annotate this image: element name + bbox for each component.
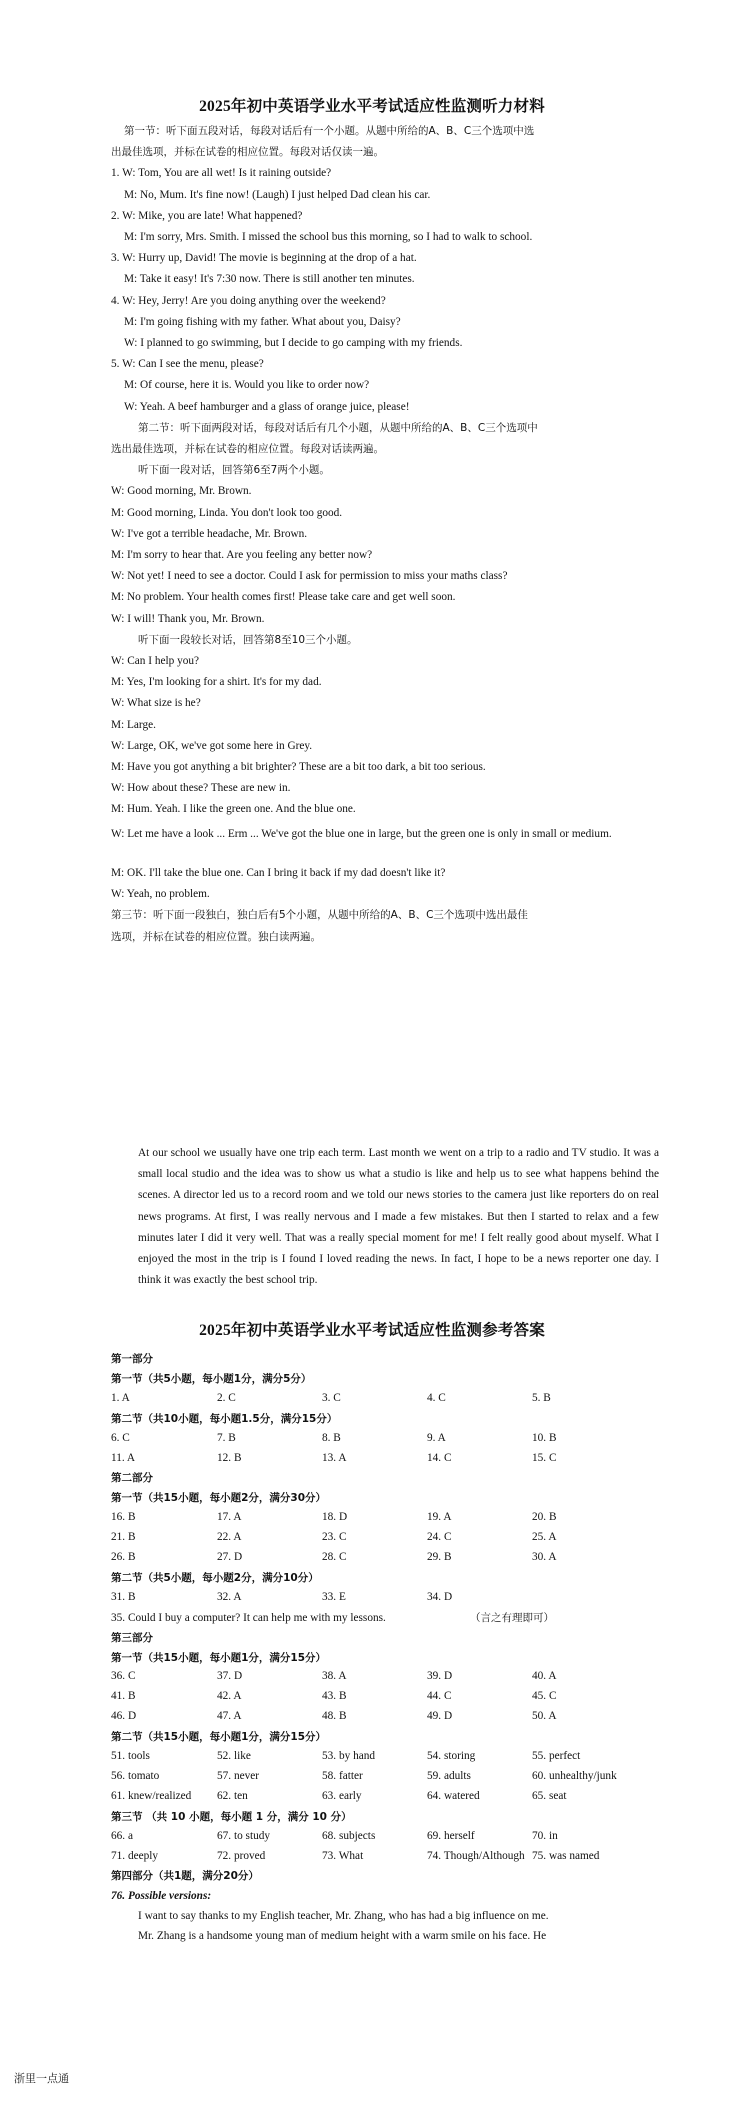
answer-cell: 17. A	[217, 1511, 242, 1524]
answer-cell: 53. by hand	[322, 1750, 376, 1762]
dialog-line: 1. W: Tom, You are all wet! Is it raining outside?	[111, 167, 332, 180]
answer-row	[111, 1750, 651, 1764]
answer-cell: 37. D	[217, 1670, 243, 1683]
answer-cell: 12. B	[217, 1451, 242, 1464]
dialog-line: W: Can I help you?	[111, 655, 200, 667]
dialog-line: 5. W: Can I see the menu, please?	[111, 358, 264, 371]
answer-row	[111, 1670, 651, 1684]
answer-cell: 52. like	[217, 1750, 251, 1762]
answer-cell: 60. unhealthy/junk	[532, 1769, 617, 1782]
answer-cell: 64. watered	[427, 1789, 480, 1802]
dialog-line: M: Yes, I'm looking for a shirt. It's for my dad.	[111, 676, 322, 689]
answer-cell: 21. B	[111, 1531, 136, 1544]
dialog-line: M: Hum. Yeah. I like the green one. And the blue one.	[111, 803, 356, 816]
dialog-line: W: Not yet! I need to see a doctor. Could I ask for permission to miss your maths class?	[111, 570, 508, 583]
answer-35-note: （言之有理即可）	[470, 1611, 554, 1624]
answer-cell: 61. knew/realized	[111, 1789, 192, 1802]
answer-cell: 28. C	[322, 1551, 347, 1563]
dialog-line: M: Take it easy! It's 7:30 now. There is still another ten minutes.	[124, 273, 415, 286]
answer-35: 35. Could I buy a computer? It can help me with my lessons.	[111, 1611, 386, 1624]
answer-cell: 9. A	[427, 1431, 446, 1444]
answer-cell: 32. A	[217, 1590, 242, 1603]
section-heading: 第二节（共15小题，每小题1分，满分15分）	[111, 1731, 327, 1744]
answer-cell: 75. was named	[532, 1849, 600, 1862]
dialog-intro: 听下面一段较长对话，回答第8至10三个小题。	[138, 633, 358, 646]
answer-cell: 68. subjects	[322, 1829, 376, 1842]
essay-line: I want to say thanks to my English teacher, Mr. Zhang, who has had a big influence on me.	[138, 1910, 549, 1923]
answer-cell: 29. B	[427, 1551, 452, 1563]
answer-row	[111, 1432, 651, 1446]
listening-title: 2025年初中英语学业水平考试适应性监测听力材料	[199, 98, 545, 115]
dialog-line-long: W: Let me have a look ... Erm ... We've got the blue one in large, but the green one is only in small or medium.	[111, 827, 612, 840]
answer-row	[111, 1511, 651, 1525]
dialog-line: M: OK. I'll take the blue one. Can I bring it back if my dad doesn't like it?	[111, 867, 446, 879]
answer-cell: 24. C	[427, 1531, 452, 1544]
answer-row	[111, 1690, 651, 1704]
answer-cell: 47. A	[217, 1710, 242, 1723]
answer-cell: 30. A	[532, 1551, 557, 1563]
answer-row	[111, 1591, 651, 1605]
answer-cell: 43. B	[322, 1690, 347, 1703]
answer-cell: 54. storing	[427, 1750, 476, 1762]
answer-row	[111, 1531, 651, 1545]
answer-cell: 45. C	[532, 1690, 557, 1703]
section-heading: 第一节（共15小题，每小题1分，满分15分）	[111, 1651, 327, 1664]
answer-cell: 25. A	[532, 1531, 557, 1544]
dialog-line: W: Yeah. A beef hamburger and a glass of orange juice, please!	[124, 400, 410, 413]
answer-row	[111, 1710, 651, 1724]
answer-row	[111, 1830, 651, 1844]
answer-cell: 56. tomato	[111, 1769, 160, 1782]
answer-row	[111, 1770, 651, 1784]
dialog-line: W: Large, OK, we've got some here in Grey.	[111, 739, 313, 752]
answer-cell: 2. C	[217, 1391, 236, 1404]
dialog-line: M: Have you got anything a bit brighter? These are a bit too dark, a bit too serious.	[111, 761, 486, 773]
answer-cell: 20. B	[532, 1511, 557, 1524]
answer-cell: 55. perfect	[532, 1750, 581, 1762]
section1-intro: 出最佳选项，并标在试卷的相应位置。每段对话仅读一遍。	[111, 146, 384, 159]
dialog-line: W: I've got a terrible headache, Mr. Brown.	[111, 527, 308, 540]
section2-intro: 第二节：听下面两段对话，每段对话后有几个小题，从题中所给的A、B、C三个选项中	[138, 421, 538, 434]
section-heading: 第二节（共10小题，每小题1.5分，满分15分）	[111, 1412, 338, 1425]
answer-cell: 3. C	[322, 1391, 341, 1404]
dialog-line: M: No problem. Your health comes first! Please take care and get well soon.	[111, 591, 456, 604]
dialog-line: 2. W: Mike, you are late! What happened?	[111, 209, 303, 222]
answer-row	[111, 1790, 651, 1804]
answer-cell: 66. a	[111, 1829, 133, 1842]
answer-cell: 8. B	[322, 1431, 341, 1444]
dialog-line: 4. W: Hey, Jerry! Are you doing anything over the weekend?	[111, 294, 386, 307]
section2-intro: 选出最佳选项，并标在试卷的相应位置。每段对话读两遍。	[111, 443, 384, 455]
dialog-line: W: How about these? These are new in.	[111, 782, 291, 795]
section-heading: 第三节 （共 10 小题，每小题 1 分，满分 10 分）	[111, 1810, 352, 1823]
dialog-line: M: I'm sorry to hear that. Are you feeling any better now?	[111, 549, 373, 561]
section-heading: 第一节（共5小题，每小题1分，满分5分）	[111, 1372, 312, 1385]
part-heading: 第二部分	[111, 1472, 153, 1485]
answer-cell: 11. A	[111, 1451, 136, 1464]
part-heading: 第一部分	[111, 1353, 153, 1365]
answer-cell: 70. in	[532, 1829, 558, 1842]
answer-cell: 22. A	[217, 1531, 242, 1544]
dialog-line: M: Of course, here it is. Would you like to order now?	[124, 379, 370, 392]
answer-row	[111, 1850, 651, 1864]
answer-cell: 65. seat	[532, 1789, 567, 1802]
answer-cell: 48. B	[322, 1710, 347, 1723]
answer-cell: 74. Though/Although	[427, 1849, 525, 1862]
answer-cell: 1. A	[111, 1391, 130, 1404]
q76-label: 76. Possible versions:	[111, 1890, 212, 1903]
answer-cell: 46. D	[111, 1710, 137, 1723]
answer-cell: 41. B	[111, 1690, 136, 1703]
answer-cell: 38. A	[322, 1670, 347, 1683]
section1-intro: 第一节：听下面五段对话，每段对话后有一个小题。从题中所给的A、B、C三个选项中选	[124, 125, 535, 137]
dialog-line: M: Good morning, Linda. You don't look too good.	[111, 506, 343, 519]
answer-cell: 73. What	[322, 1849, 364, 1862]
answer-row	[111, 1551, 651, 1565]
answer-cell: 50. A	[532, 1710, 557, 1723]
dialog-line: W: I will! Thank you, Mr. Brown.	[111, 612, 265, 625]
answer-cell: 5. B	[532, 1391, 551, 1404]
part-heading: 第三部分	[111, 1631, 153, 1644]
section3-intro: 选项，并标在试卷的相应位置。独白读两遍。	[111, 930, 321, 943]
answer-cell: 67. to study	[217, 1829, 271, 1842]
answers-title: 2025年初中英语学业水平考试适应性监测参考答案	[199, 1322, 545, 1339]
answer-cell: 39. D	[427, 1670, 453, 1683]
dialog-intro: 听下面一段对话，回答第6至7两个小题。	[138, 464, 330, 477]
answer-cell: 36. C	[111, 1670, 136, 1683]
answer-cell: 18. D	[322, 1511, 348, 1524]
monologue-text: At our school we usually have one trip each term. Last month we went on a trip to a radio and TV studio. It was a small local studio and the idea was to show us what a studio is like and help us to see what happens behind the scenes. A director led us to a record room and we told our news stories to the camera just like reporters do on real news programs. At first, I was really nervous and I made a few mistakes. But then I started to relax and a few minutes later I did it very well. That was a really special moment for me! I felt really good about myself. What I enjoyed the most in the trip is I found I loved reading the news. In fact, I hope to be a news reporter one day. I think it was exactly the best school trip.	[138, 1147, 659, 1287]
answer-row	[111, 1452, 651, 1466]
answer-cell: 15. C	[532, 1451, 557, 1464]
answer-cell: 34. D	[427, 1590, 453, 1603]
answer-cell: 14. C	[427, 1451, 452, 1464]
answer-cell: 23. C	[322, 1531, 347, 1544]
answer-cell: 44. C	[427, 1690, 452, 1703]
answer-cell: 26. B	[111, 1551, 136, 1563]
answer-cell: 58. fatter	[322, 1769, 363, 1782]
answer-cell: 72. proved	[217, 1849, 266, 1862]
dialog-line: W: I planned to go swimming, but I decide to go camping with my friends.	[124, 337, 463, 349]
section3-intro: 第三节：听下面一段独白，独白后有5个小题，从题中所给的A、B、C三个选项中选出最佳	[111, 909, 528, 922]
answer-cell: 62. ten	[217, 1789, 248, 1802]
answer-cell: 4. C	[427, 1391, 446, 1404]
answer-cell: 10. B	[532, 1431, 557, 1444]
answer-cell: 33. E	[322, 1590, 346, 1603]
essay-line: Mr. Zhang is a handsome young man of medium height with a warm smile on his face. He	[138, 1930, 547, 1943]
answer-cell: 49. D	[427, 1710, 453, 1723]
dialog-line: M: Large.	[111, 718, 156, 731]
answer-cell: 71. deeply	[111, 1849, 159, 1862]
section-heading: 第一节（共15小题，每小题2分，满分30分）	[111, 1492, 327, 1505]
dialog-line: W: Yeah, no problem.	[111, 888, 210, 901]
footer-watermark: 浙里一点通	[14, 2072, 69, 2085]
answer-cell: 42. A	[217, 1690, 242, 1703]
part-heading: 第四部分（共1题，满分20分）	[111, 1870, 259, 1883]
answer-cell: 7. B	[217, 1431, 236, 1444]
answer-cell: 59. adults	[427, 1769, 471, 1782]
answer-cell: 51. tools	[111, 1750, 150, 1762]
answer-cell: 13. A	[322, 1451, 347, 1464]
dialog-line: M: I'm going fishing with my father. What about you, Daisy?	[124, 315, 401, 328]
answer-cell: 63. early	[322, 1789, 362, 1802]
answer-cell: 6. C	[111, 1431, 130, 1444]
answer-row	[111, 1392, 651, 1406]
answer-cell: 16. B	[111, 1511, 136, 1524]
answer-cell: 69. herself	[427, 1829, 475, 1842]
dialog-line: 3. W: Hurry up, David! The movie is beginning at the drop of a hat.	[111, 252, 417, 265]
answer-cell: 31. B	[111, 1590, 136, 1603]
section-heading: 第二节（共5小题，每小题2分，满分10分）	[111, 1571, 319, 1584]
answer-cell: 19. A	[427, 1511, 452, 1524]
answer-cell: 40. A	[532, 1670, 557, 1683]
answer-cell: 57. never	[217, 1769, 260, 1782]
dialog-line: W: Good morning, Mr. Brown.	[111, 485, 252, 498]
dialog-line: M: I'm sorry, Mrs. Smith. I missed the school bus this morning, so I had to walk to school.	[124, 231, 533, 243]
dialog-line: M: No, Mum. It's fine now! (Laugh) I just helped Dad clean his car.	[124, 188, 431, 201]
dialog-line: W: What size is he?	[111, 697, 201, 710]
answer-cell: 27. D	[217, 1551, 243, 1563]
